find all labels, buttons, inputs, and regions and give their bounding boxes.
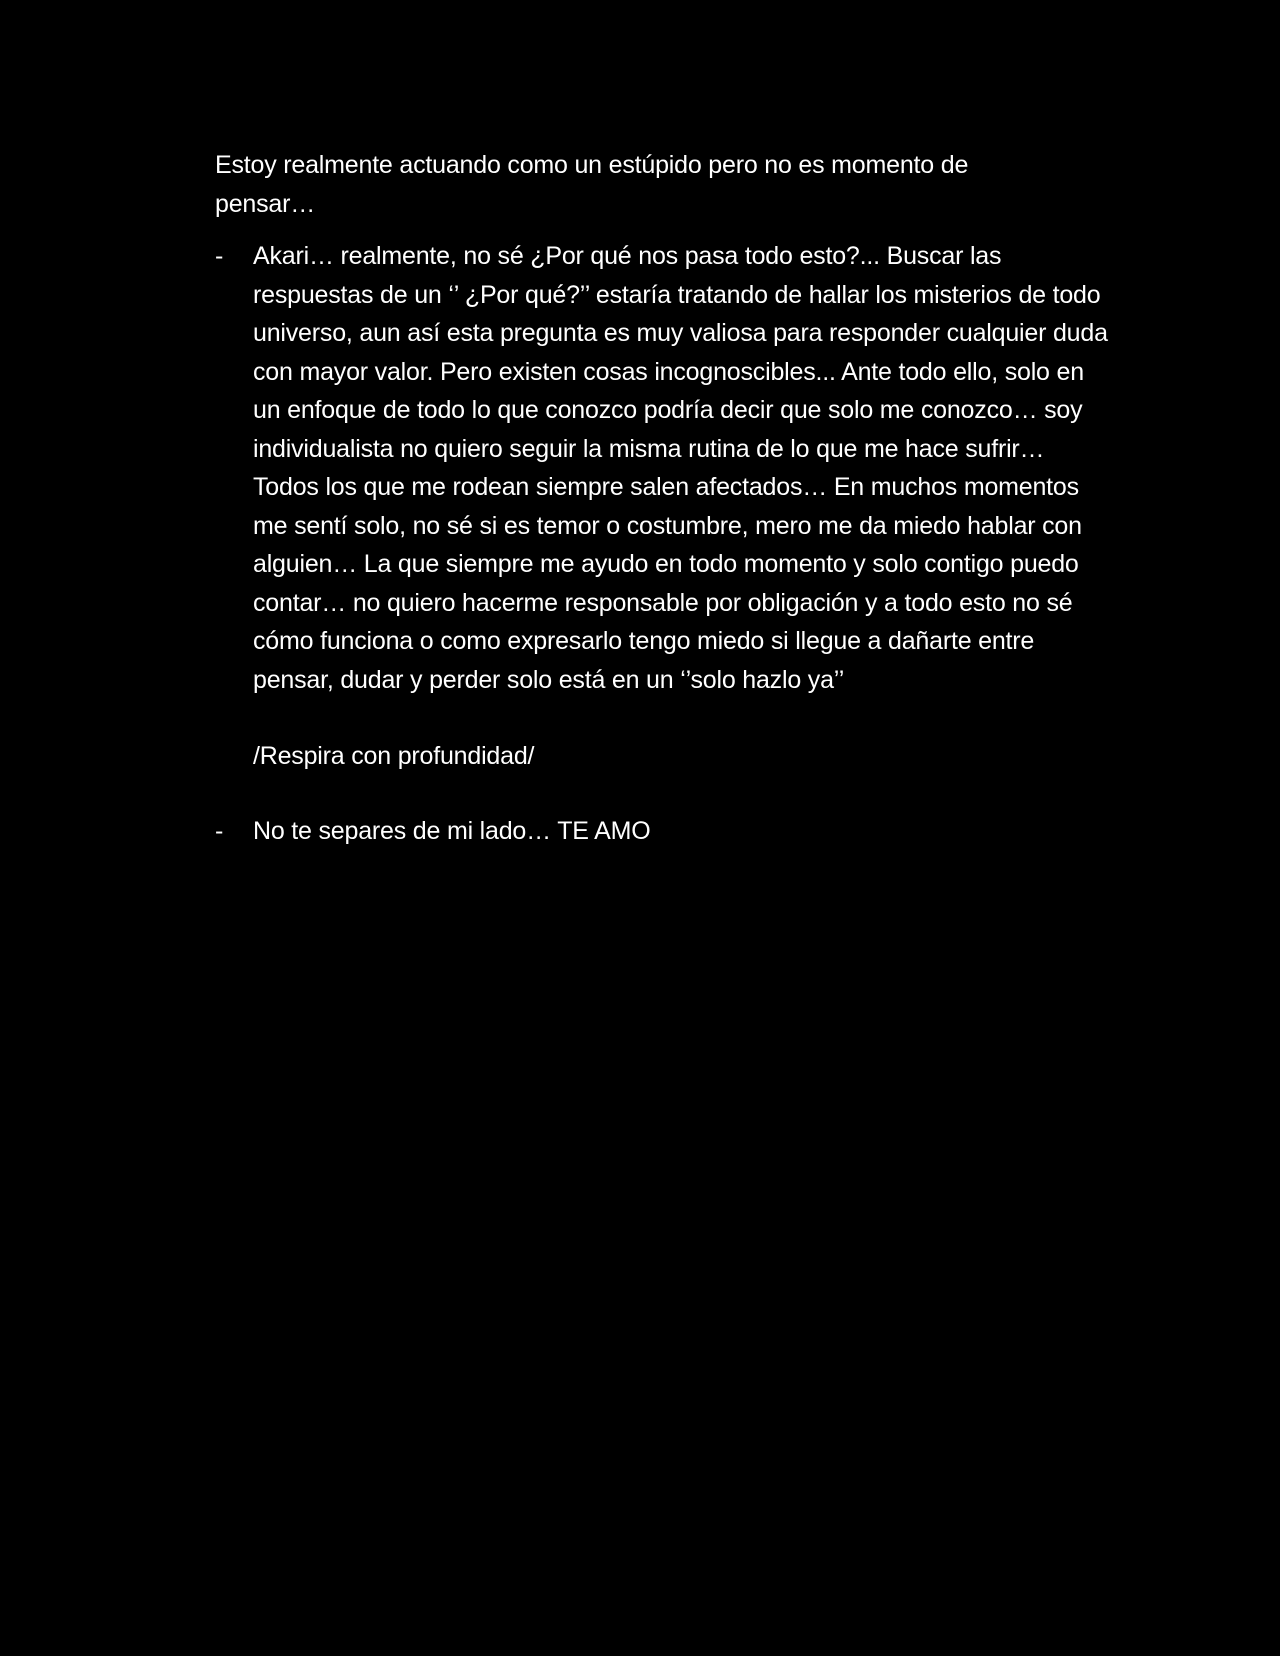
- dialogue-dash: -: [215, 242, 224, 270]
- intro-paragraph: Estoy realmente actuando como un estúpido pero no es momento de pensar…: [215, 151, 969, 218]
- dialogue-dash: -: [215, 816, 224, 845]
- dialogue-line-2: [215, 812, 1115, 851]
- dialogue-line-1: [215, 237, 1115, 699]
- document-page: [215, 146, 1115, 850]
- stage-direction: /Respira con profundidad/: [253, 742, 535, 770]
- dialogue-text: No te separes de mi lado… TE AMO: [253, 816, 651, 845]
- dialogue-text: Akari… realmente, no sé ¿Por qué nos pasa todo esto?... Buscar las respuestas de un ‘’ ¿Por qué?’’ estaría tratando de hallar los misterios de todo universo, aun así esta pregunta es muy valiosa para responder cualquier duda con mayor valor. Pero existen cosas incognoscibles... Ante todo ello, solo en un enfoque de todo lo que conozco podría decir que solo me conozco… soy individualista no quiero seguir la misma rutina de lo que me hace sufrir…Todos los que me rodean siempre salen afectados… En muchos momentos me sentí solo, no sé si es temor o costumbre, mero me da miedo hablar con alguien… La que siempre me ayudo en todo momento y solo contigo puedo contar… no quiero hacerme responsable por obligación y a todo esto no sé cómo funciona o como expresarlo tengo miedo si llegue a dañarte entre pensar, dudar y perder solo está en un ‘’solo hazlo ya’’: [253, 242, 1108, 694]
